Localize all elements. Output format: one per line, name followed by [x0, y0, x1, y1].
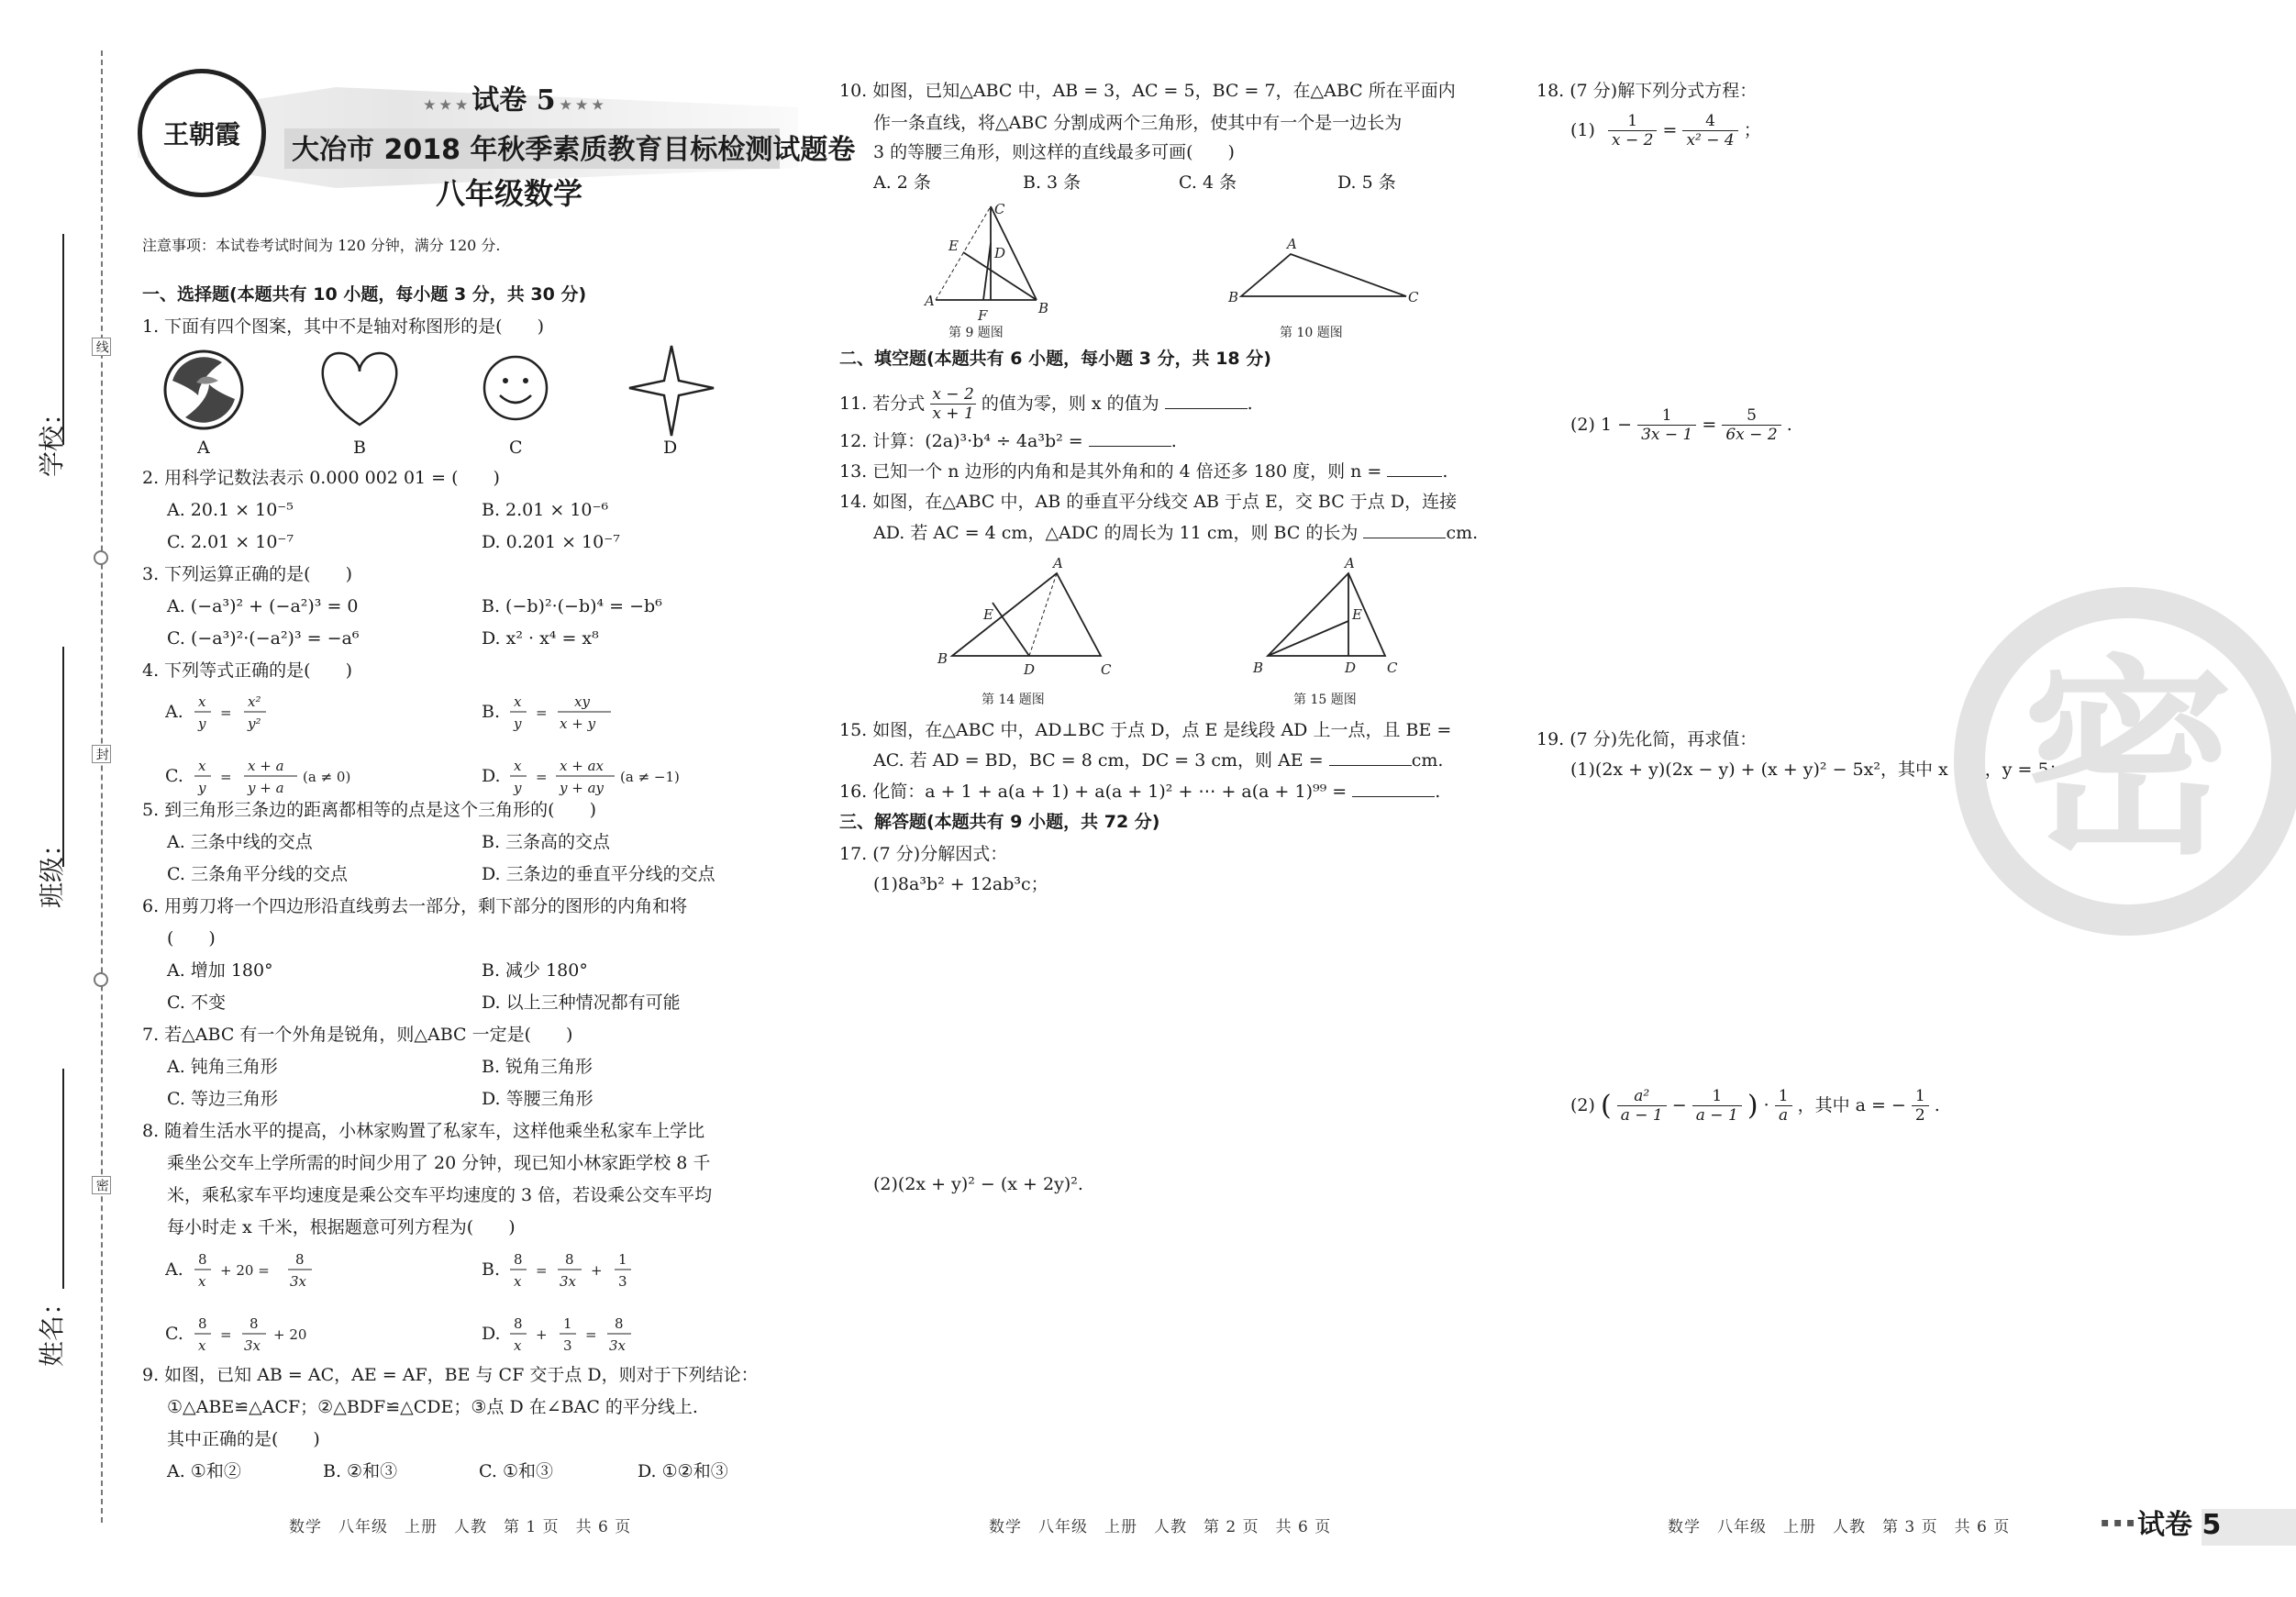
q4-cond-d: (a ≠ −1) [620, 769, 680, 785]
q5-option-a: A. 三条中线的交点 [167, 832, 313, 852]
q2-option-a: A. 20.1 × 10⁻⁵ [167, 500, 294, 520]
svg-text:x: x [198, 758, 206, 774]
q4-label-c: C. [165, 766, 183, 786]
svg-text:C: C [1387, 660, 1398, 676]
binding-mark-secret: 密 [92, 1176, 111, 1194]
q7-option-c: C. 等边三角形 [167, 1089, 278, 1109]
svg-text:x: x [198, 1273, 206, 1290]
svg-text:3x: 3x [560, 1273, 577, 1290]
section-3-heading: 三、解答题(本题共有 9 小题，共 72 分) [839, 812, 1160, 832]
svg-text:=: = [536, 704, 548, 721]
binding-mark-line: 线 [92, 338, 111, 356]
q10-option-b: B. 3 条 [1023, 172, 1081, 193]
q13-answer-blank[interactable] [1387, 462, 1442, 477]
q16: 16. 化简：a + 1 + a(a + 1) + a(a + 1)² + ⋯ + a(a + 1)⁹⁹ = . [839, 782, 1441, 802]
watermark-stamp [1954, 587, 2296, 936]
svg-text:=: = [220, 704, 232, 721]
q6-stem-cont: ( ) [167, 928, 216, 948]
q19-part-2: (2) ( $\frac{\text{a²}}{a - 1}$ − $\frac{1}{a - 1}$ ) · $\frac{1}{a}$ ，其中 a = − $\frac{1}{2}$ . [1570, 1087, 1940, 1126]
svg-text:=: = [220, 1326, 232, 1343]
q13: 13. 已知一个 n 边形的内角和是其外角和的 4 倍还多 180 度，则 n = . [839, 461, 1448, 482]
section-2-heading: 二、填空题(本题共有 6 小题，每小题 3 分，共 18 分) [839, 349, 1271, 369]
q8-label-c: C. [165, 1324, 183, 1344]
svg-text:8: 8 [198, 1251, 207, 1268]
q5-option-d: D. 三条边的垂直平分线的交点 [482, 864, 715, 884]
svg-text:x: x [514, 758, 522, 774]
q3-option-b: B. (−b)²·(−b)⁴ = −b⁶ [482, 596, 662, 616]
q9-stem-1: 9. 如图，已知 AB = AC，AE = AF，BE 与 CF 交于点 D，则对于下列结论： [142, 1365, 759, 1385]
stamp-text: 密 [2022, 638, 2234, 883]
q9-option-a: A. ①和② [167, 1461, 241, 1481]
class-field[interactable] [62, 647, 64, 867]
school-field[interactable] [62, 234, 64, 445]
q15-stem-1: 15. 如图，在△ABC 中，AD⊥BC 于点 D，点 E 是线段 AD 上一点，且 BE = [839, 720, 1452, 740]
svg-text:C: C [1408, 289, 1419, 305]
q1-label-b: B [353, 438, 366, 458]
figure-10-caption: 第 10 题图 [1280, 326, 1343, 340]
q17-part-1: (1)8a³b² + 12ab³c； [873, 874, 1048, 894]
svg-text:=: = [220, 769, 232, 785]
q4-stem: 4. 下列等式正确的是( ) [142, 660, 352, 681]
svg-text:3x: 3x [244, 1337, 261, 1354]
name-field[interactable] [62, 1069, 64, 1289]
q2-option-d: D. 0.201 × 10⁻⁷ [482, 532, 620, 552]
q8-label-b: B. [482, 1259, 501, 1280]
q8-stem-3: 米，乘私家车平均速度是乘公交车平均速度的 3 倍，若设乘公交车平均 [167, 1185, 713, 1205]
q2-option-c: C. 2.01 × 10⁻⁷ [167, 532, 294, 552]
footer-page-1: 数学 八年级 上册 人教 第 1 页 共 6 页 [289, 1518, 632, 1536]
svg-text:y: y [514, 715, 522, 732]
svg-text:8: 8 [565, 1251, 574, 1268]
q10-option-c: C. 4 条 [1179, 172, 1237, 193]
q6-stem: 6. 用剪刀将一个四边形沿直线剪去一部分，剩下部分的图形的内角和将 [142, 896, 688, 916]
q10-option-a: A. 2 条 [873, 172, 931, 193]
q6-option-c: C. 不变 [167, 993, 226, 1013]
figure-15-caption: 第 15 题图 [1293, 693, 1357, 707]
q15-stem-2: AC. 若 AD = BD，BC = 8 cm，DC = 3 cm，则 AE = cm. [873, 750, 1444, 771]
q11: 11. 若分式 $\frac{x - 2}{x + 1}$ 的值为零，则 x 的值为 . [839, 385, 1253, 424]
svg-text:y: y [514, 780, 522, 796]
q19-part-1: (1)(2x + y)(2x − y) + (x + y)² − 5x²，其中 x = 3，y = 5； [1570, 760, 2067, 780]
svg-text:y + ay: y + ay [560, 780, 604, 796]
svg-text:3x: 3x [609, 1337, 627, 1354]
figure-10 [1225, 197, 1426, 344]
subject-title: 八年级数学 [436, 176, 583, 211]
footer-dots: ▪ ▪ ▪ [2101, 1515, 2135, 1530]
svg-text:x: x [514, 1337, 522, 1354]
svg-text:A: A [1345, 555, 1355, 571]
q8-label-d: D. [482, 1324, 501, 1344]
q5-stem: 5. 到三角形三条边的距离都相等的点是这个三角形的( ) [142, 800, 596, 820]
svg-text:E: E [1352, 606, 1362, 623]
svg-text:E: E [983, 606, 993, 623]
q17-part-2: (2)(2x + y)² − (x + 2y)². [873, 1174, 1083, 1194]
svg-text:C: C [1101, 661, 1112, 678]
star-icon: ★ ★ ★ [555, 98, 604, 113]
star-icon: ★ ★ ★ [424, 98, 472, 113]
svg-text:=: = [536, 1262, 548, 1279]
svg-text:xy: xy [574, 693, 590, 710]
q14-stem-1: 14. 如图，在△ABC 中，AB 的垂直平分线交 AB 于点 E，交 BC 于点 D，连接 [839, 492, 1458, 512]
figure-14 [926, 555, 1165, 711]
footer-page-3: 数学 八年级 上册 人教 第 3 页 共 6 页 [1668, 1518, 2011, 1536]
svg-text:B: B [1038, 300, 1049, 316]
svg-text:3: 3 [563, 1337, 572, 1354]
q8-equations [165, 1248, 752, 1367]
figure-9-caption: 第 9 题图 [948, 326, 1004, 340]
q6-option-d: D. 以上三种情况都有可能 [482, 993, 681, 1013]
class-label: 班级： [37, 830, 67, 908]
q8-stem-2: 乘坐公交车上学所需的时间少用了 20 分钟，现已知小林家距学校 8 千 [167, 1153, 711, 1173]
svg-text:y: y [198, 715, 206, 732]
q17-stem: 17. (7 分)分解因式： [839, 844, 1008, 864]
q7-option-a: A. 钝角三角形 [167, 1057, 278, 1077]
q4-fractions [165, 690, 807, 809]
q10-stem-2: 作一条直线，将△ABC 分割成两个三角形，使其中有一个是一边长为 [873, 113, 1403, 133]
q11-answer-blank[interactable] [1165, 394, 1248, 409]
svg-text:+: + [591, 1262, 603, 1279]
q9-option-b: B. ②和③ [323, 1461, 398, 1481]
svg-text:B: B [937, 650, 948, 667]
svg-text:1: 1 [563, 1315, 572, 1332]
q3-option-c: C. (−a³)²·(−a²)³ = −a⁶ [167, 628, 360, 649]
q1-label-d: D [663, 438, 678, 458]
q8-label-a: A. [165, 1259, 183, 1280]
q1-stem: 1. 下面有四个图案，其中不是轴对称图形的是( ) [142, 316, 544, 337]
svg-text:8: 8 [198, 1315, 207, 1332]
q4-label-d: D. [482, 766, 501, 786]
section-1-heading: 一、选择题(本题共有 10 小题，每小题 3 分，共 30 分) [142, 284, 587, 305]
svg-text:8: 8 [615, 1315, 624, 1332]
svg-text:3x: 3x [290, 1273, 307, 1290]
option-d-star [629, 346, 714, 436]
svg-text:x + a: x + a [248, 758, 284, 774]
q10-stem-3: 3 的等腰三角形，则这样的直线最多可画( ) [873, 142, 1235, 162]
q2-stem: 2. 用科学记数法表示 0.000 002 01 = ( ) [142, 468, 500, 488]
footer-paper-tag: 试卷 5 [2137, 1509, 2222, 1541]
q9-option-d: D. ①②和③ [638, 1461, 728, 1481]
option-c-smiley [484, 357, 547, 419]
q3-stem: 3. 下列运算正确的是( ) [142, 564, 352, 584]
paper-title: 大冶市 2018 年秋季素质教育目标检测试题卷 [292, 134, 856, 166]
svg-text:D: D [994, 245, 1006, 261]
q6-option-a: A. 增加 180° [167, 960, 273, 981]
figure-9 [917, 197, 1082, 344]
svg-text:x + y: x + y [560, 715, 596, 732]
q18-part-1: (1) $\frac{1}{x - 2}$ = $\frac{4}{\text{x² − 4}}$ ； [1570, 112, 1761, 150]
svg-text:C: C [994, 201, 1005, 217]
svg-text:y: y [198, 780, 206, 796]
name-label: 姓名： [37, 1289, 67, 1367]
q9-stem-2: ①△ABE≌△ACF；②△BDF≌△CDE；③点 D 在∠BAC 的平分线上. [167, 1397, 698, 1417]
binding-dot [94, 972, 108, 987]
figure-15 [1249, 555, 1451, 711]
q16-answer-blank[interactable] [1352, 782, 1435, 797]
q19-stem: 19. (7 分)先化简，再求值： [1536, 729, 1758, 749]
q18-stem: 18. (7 分)解下列分式方程： [1536, 81, 1758, 101]
paper-number: ★ ★ ★ 试卷 5 ★ ★ ★ [424, 84, 604, 116]
q4-label-b: B. [482, 702, 501, 722]
svg-text:8: 8 [250, 1315, 259, 1332]
q10-option-d: D. 5 条 [1337, 172, 1396, 193]
svg-text:+: + [536, 1326, 548, 1343]
q7-option-d: D. 等腰三角形 [482, 1089, 593, 1109]
svg-text:A: A [1287, 236, 1297, 252]
logo-text: 王朝霞 [162, 119, 240, 150]
q3-option-a: A. (−a³)² + (−a²)³ = 0 [167, 596, 359, 616]
svg-text:x: x [514, 693, 522, 710]
q5-option-c: C. 三条角平分线的交点 [167, 864, 348, 884]
option-a-emblem [165, 351, 242, 428]
q3-option-d: D. x² · x⁴ = x⁸ [482, 628, 599, 649]
notice: 注意事项：本试卷考试时间为 120 分钟，满分 120 分. [142, 237, 501, 254]
svg-text:x: x [198, 693, 206, 710]
svg-text:8: 8 [295, 1251, 305, 1268]
svg-text:=: = [585, 1326, 597, 1343]
binding-mark-seal: 封 [92, 745, 111, 763]
q1-label-c: C [509, 438, 523, 458]
svg-text:3: 3 [618, 1273, 627, 1290]
q8-stem-1: 8. 随着生活水平的提高，小林家购置了私家车，这样他乘坐私家车上学比 [142, 1121, 705, 1141]
svg-text:8: 8 [514, 1315, 523, 1332]
svg-text:B: B [1228, 289, 1239, 305]
svg-text:D: D [1345, 660, 1357, 676]
binding-dot [94, 550, 108, 565]
svg-text:y + a: y + a [248, 780, 284, 796]
q10-stem-1: 10. 如图，已知△ABC 中，AB = 3，AC = 5，BC = 7，在△ABC 所在平面内 [839, 81, 1456, 101]
q8-stem-4: 每小时走 x 千米，根据题意可列方程为( ) [167, 1217, 516, 1237]
q12-answer-blank[interactable] [1089, 432, 1171, 447]
footer-page-2: 数学 八年级 上册 人教 第 2 页 共 6 页 [989, 1518, 1332, 1536]
q14-answer-blank[interactable] [1363, 524, 1446, 538]
q7-option-b: B. 锐角三角形 [482, 1057, 593, 1077]
svg-text:y²: y² [248, 715, 261, 732]
q4-cond-c: (a ≠ 0) [303, 769, 351, 785]
svg-text:x + ax: x + ax [560, 758, 604, 774]
q1-figures [156, 344, 743, 445]
svg-text:A: A [1053, 555, 1063, 571]
svg-text:+ 20 =: + 20 = [220, 1262, 270, 1279]
q18-part-2: (2) 1 − $\frac{1}{3x - 1}$ = $\frac{5}{6x - 2}$ . [1570, 406, 1792, 445]
q7-stem: 7. 若△ABC 有一个外角是锐角，则△ABC 一定是( ) [142, 1025, 573, 1045]
svg-text:x: x [198, 1337, 206, 1354]
svg-text:1: 1 [618, 1251, 627, 1268]
svg-text:x: x [514, 1273, 522, 1290]
publisher-logo [138, 69, 266, 197]
q14-stem-2: AD. 若 AC = 4 cm，△ADC 的周长为 11 cm，则 BC 的长为 cm. [873, 523, 1479, 543]
svg-text:D: D [1024, 661, 1036, 678]
binding-dashed-line [101, 50, 103, 1523]
svg-text:8: 8 [514, 1251, 523, 1268]
figure-14-caption: 第 14 题图 [982, 693, 1045, 707]
svg-text:E: E [948, 238, 959, 254]
svg-text:x²: x² [248, 693, 261, 710]
svg-text:F: F [978, 307, 988, 324]
q1-label-a: A [197, 438, 210, 458]
q12: 12. 计算：(2a)³·b⁴ ÷ 4a³b² = . [839, 431, 1177, 451]
option-b-heart [323, 353, 396, 425]
svg-text:A: A [925, 293, 935, 309]
q2-option-b: B. 2.01 × 10⁻⁶ [482, 500, 609, 520]
q9-option-c: C. ①和③ [479, 1461, 553, 1481]
svg-text:+ 20: + 20 [273, 1326, 307, 1343]
q6-option-b: B. 减少 180° [482, 960, 588, 981]
school-label: 学校： [37, 399, 67, 477]
q5-option-b: B. 三条高的交点 [482, 832, 611, 852]
svg-text:=: = [536, 769, 548, 785]
q4-label-a: A. [165, 702, 183, 722]
q15-answer-blank[interactable] [1329, 751, 1412, 766]
q9-stem-3: 其中正确的是( ) [167, 1429, 320, 1449]
svg-text:B: B [1253, 660, 1264, 676]
